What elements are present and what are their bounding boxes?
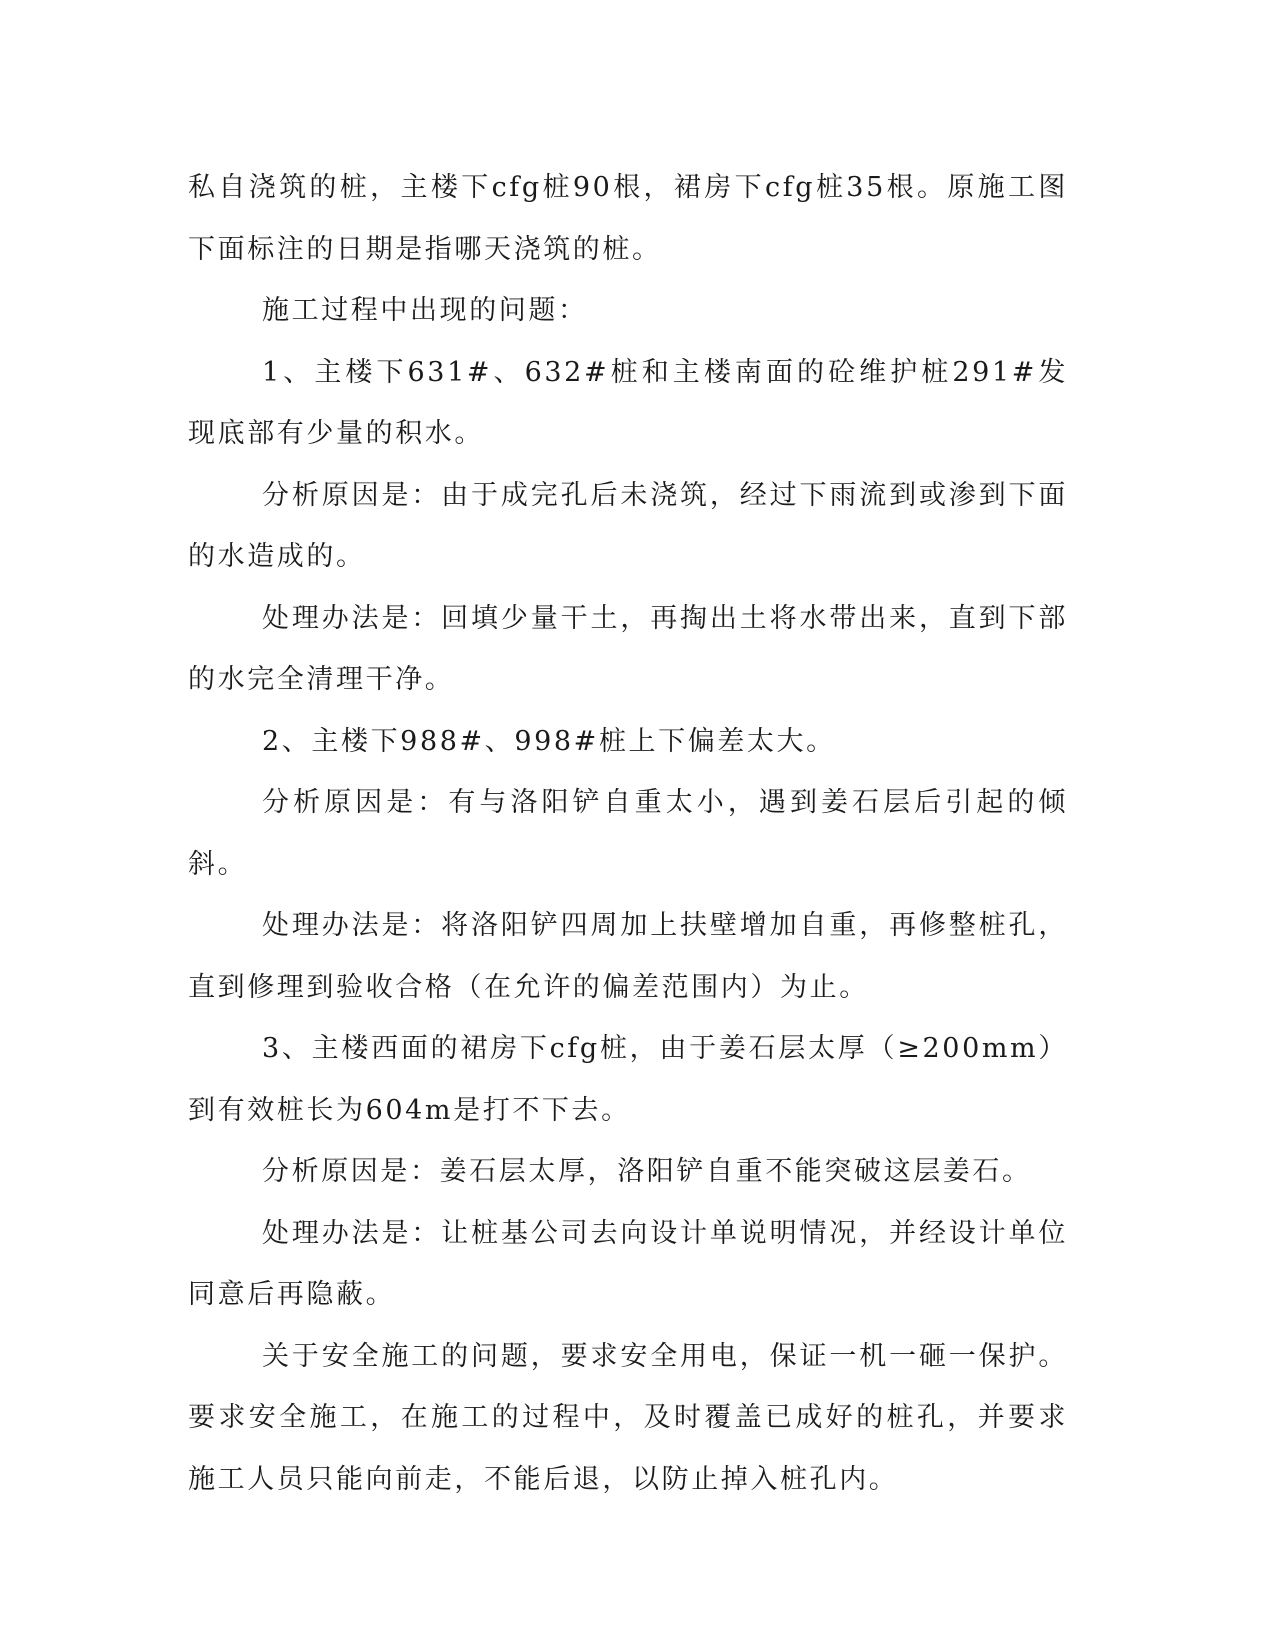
document-body (188, 157, 1068, 1510)
paragraph-issue-1-solution: 处理办法是：回填少量干土，再掏出土将水带出来，直到下部的水完全清理干净。 (188, 602, 1068, 695)
paragraph-pile-count: 私自浇筑的桩，主楼下cfg桩90根，裙房下cfg桩35根。原施工图下面标注的日期是指哪天浇筑的桩。 (188, 172, 1068, 265)
paragraph-safety: 关于安全施工的问题，要求安全用电，保证一机一砸一保护。要求安全施工，在施工的过程中，及时覆盖已成好的桩孔，并要求施工人员只能向前走，不能后退，以防止掉入桩孔内。 (188, 1340, 1068, 1495)
paragraph-issue-3-solution: 处理办法是：让桩基公司去向设计单说明情况，并经设计单位同意后再隐蔽。 (188, 1217, 1068, 1310)
paragraph-issue-1-cause: 分析原因是：由于成完孔后未浇筑，经过下雨流到或渗到下面的水造成的。 (188, 479, 1068, 572)
paragraph-issue-2-cause: 分析原因是：有与洛阳铲自重太小，遇到姜石层后引起的倾斜。 (188, 787, 1068, 880)
paragraph-issue-2-solution: 处理办法是：将洛阳铲四周加上扶壁增加自重，再修整桩孔，直到修理到验收合格（在允许的偏差范围内）为止。 (188, 910, 1068, 1003)
paragraph-issue-1: 1、主楼下631#、632#桩和主楼南面的砼维护桩291#发现底部有少量的积水。 (188, 356, 1068, 449)
paragraph-problems-heading: 施工过程中出现的问题： (262, 295, 588, 326)
paragraph-issue-2: 2、主楼下988#、998#桩上下偏差太大。 (262, 725, 836, 757)
paragraph-issue-3-cause: 分析原因是：姜石层太厚，洛阳铲自重不能突破这层姜石。 (262, 1156, 1032, 1187)
paragraph-issue-3: 3、主楼西面的裙房下cfg桩，由于姜石层太厚（≥200mm）到有效桩长为604m是打不下去。 (188, 1033, 1068, 1126)
